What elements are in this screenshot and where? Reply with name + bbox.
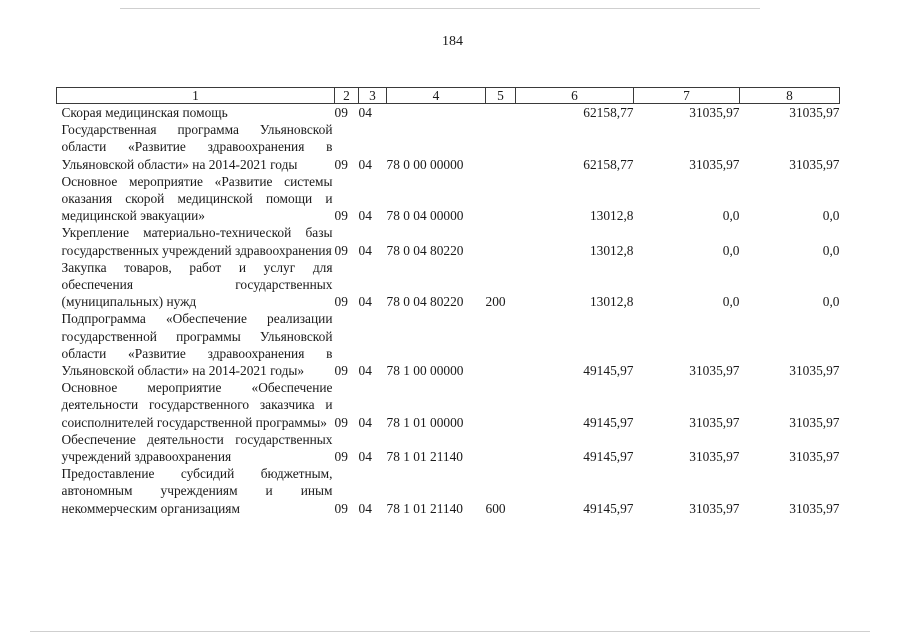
scan-artifact-bottom (30, 631, 870, 632)
row-target-code: 78 0 04 00000 (386, 208, 464, 224)
table-row (57, 310, 840, 379)
row-expense-type (486, 104, 516, 122)
table-body (57, 104, 840, 517)
row-subsection: 04 (358, 500, 372, 516)
row-target-code (387, 104, 486, 122)
header-col-1: 1 (57, 88, 335, 104)
row-target-code: 78 0 04 80220 (386, 294, 464, 310)
row-value-col8: 31035,97 (789, 156, 840, 172)
row-subsection: 04 (358, 363, 372, 379)
page-number: 184 (442, 34, 463, 49)
row-section: 09 (334, 500, 348, 516)
row-name: Предоставление субсидий бюджетным, автономным учреждениям и иным некоммерческим организациям (61, 466, 333, 516)
table-row (57, 121, 840, 173)
row-subsection: 04 (358, 208, 372, 224)
header-col-5: 5 (486, 88, 516, 104)
row-expense-type (486, 173, 516, 225)
row-expense-type: 600 (485, 500, 506, 516)
row-value-col6: 49145,97 (583, 449, 634, 465)
table-row (57, 224, 840, 258)
row-value-col7: 31035,97 (689, 414, 740, 430)
row-section: 09 (334, 363, 348, 379)
row-expense-type (486, 224, 516, 258)
row-value-col6: 62158,77 (583, 105, 634, 120)
row-subsection: 04 (358, 414, 372, 430)
row-value-col8: 31035,97 (789, 449, 840, 465)
row-name: Обеспечение деятельности государственных учреждений здравоохранения (61, 431, 333, 465)
header-col-2: 2 (335, 88, 359, 104)
row-subsection: 04 (358, 156, 372, 172)
row-value-col8: 31035,97 (789, 105, 840, 120)
row-section: 09 (334, 414, 348, 430)
row-value-col7: 0,0 (722, 208, 740, 224)
row-section: 09 (334, 105, 348, 120)
row-name: Основное мероприятие «Развитие системы оказания скорой медицинской помощи и медицинской эвакуации» (61, 173, 333, 224)
table-row (57, 431, 840, 465)
row-name: Государственная программа Ульяновской области «Развитие здравоохранения в Ульяновской области» на 2014-2021 годы (61, 122, 333, 172)
scan-artifact-top (120, 8, 760, 9)
header-col-3: 3 (359, 88, 387, 104)
row-value-col8: 31035,97 (789, 414, 840, 430)
row-expense-type: 200 (485, 294, 506, 310)
row-target-code: 78 1 00 00000 (386, 363, 464, 379)
row-section: 09 (334, 449, 348, 465)
row-value-col8: 0,0 (822, 208, 840, 224)
row-value-col8: 0,0 (822, 294, 840, 310)
row-subsection: 04 (358, 294, 372, 310)
header-col-4: 4 (387, 88, 486, 104)
row-expense-type (486, 310, 516, 379)
header-col-7: 7 (634, 88, 740, 104)
table-row (57, 104, 840, 122)
row-value-col6: 62158,77 (583, 156, 634, 172)
row-expense-type (486, 379, 516, 431)
row-value-col6: 13012,8 (589, 294, 634, 310)
header-col-6: 6 (516, 88, 634, 104)
row-section: 09 (334, 242, 348, 258)
row-target-code: 78 1 01 21140 (386, 449, 463, 465)
budget-table (56, 87, 840, 517)
row-section: 09 (334, 208, 348, 224)
row-section: 09 (334, 294, 348, 310)
row-target-code: 78 1 01 00000 (386, 414, 464, 430)
row-value-col6: 13012,8 (589, 208, 634, 224)
row-value-col7: 31035,97 (689, 363, 740, 379)
row-value-col7: 31035,97 (689, 156, 740, 172)
row-value-col8: 31035,97 (789, 500, 840, 516)
row-subsection: 04 (358, 242, 372, 258)
table-header-row (57, 88, 840, 104)
table-row (57, 379, 840, 431)
row-value-col7: 31035,97 (689, 500, 740, 516)
row-expense-type (486, 121, 516, 173)
row-name: Подпрограмма «Обеспечение реализации государственной программы Ульяновской области «Развитие здравоохранения в Ульяновской области» на 2014-2021 годы» (61, 311, 333, 379)
table-row (57, 465, 840, 517)
table-row (57, 173, 840, 225)
row-expense-type (486, 431, 516, 465)
row-name: Основное мероприятие «Обеспечение деятельности государственного заказчика и соисполнителей государственной программы» (61, 380, 333, 430)
row-value-col8: 31035,97 (789, 363, 840, 379)
row-value-col6: 13012,8 (589, 242, 634, 258)
row-value-col6: 49145,97 (583, 500, 634, 516)
table-row (57, 259, 840, 311)
row-value-col7: 31035,97 (689, 105, 740, 120)
row-name: Скорая медицинская помощь (61, 105, 228, 120)
row-name: Закупка товаров, работ и услуг для обеспечения государственных (муниципальных) нужд (61, 259, 333, 310)
row-value-col6: 49145,97 (583, 414, 634, 430)
row-value-col7: 0,0 (722, 294, 740, 310)
row-subsection: 04 (358, 105, 372, 120)
header-col-8: 8 (740, 88, 840, 104)
row-section: 09 (334, 156, 348, 172)
row-value-col8: 0,0 (822, 242, 840, 258)
row-target-code: 78 0 04 80220 (386, 242, 464, 258)
row-value-col6: 49145,97 (583, 363, 634, 379)
row-subsection: 04 (358, 449, 372, 465)
row-value-col7: 31035,97 (689, 449, 740, 465)
row-target-code: 78 1 01 21140 (386, 500, 463, 516)
row-name: Укрепление материально-технической базы государственных учреждений здравоохранения (61, 225, 333, 258)
row-value-col7: 0,0 (722, 242, 740, 258)
row-target-code: 78 0 00 00000 (386, 156, 464, 172)
